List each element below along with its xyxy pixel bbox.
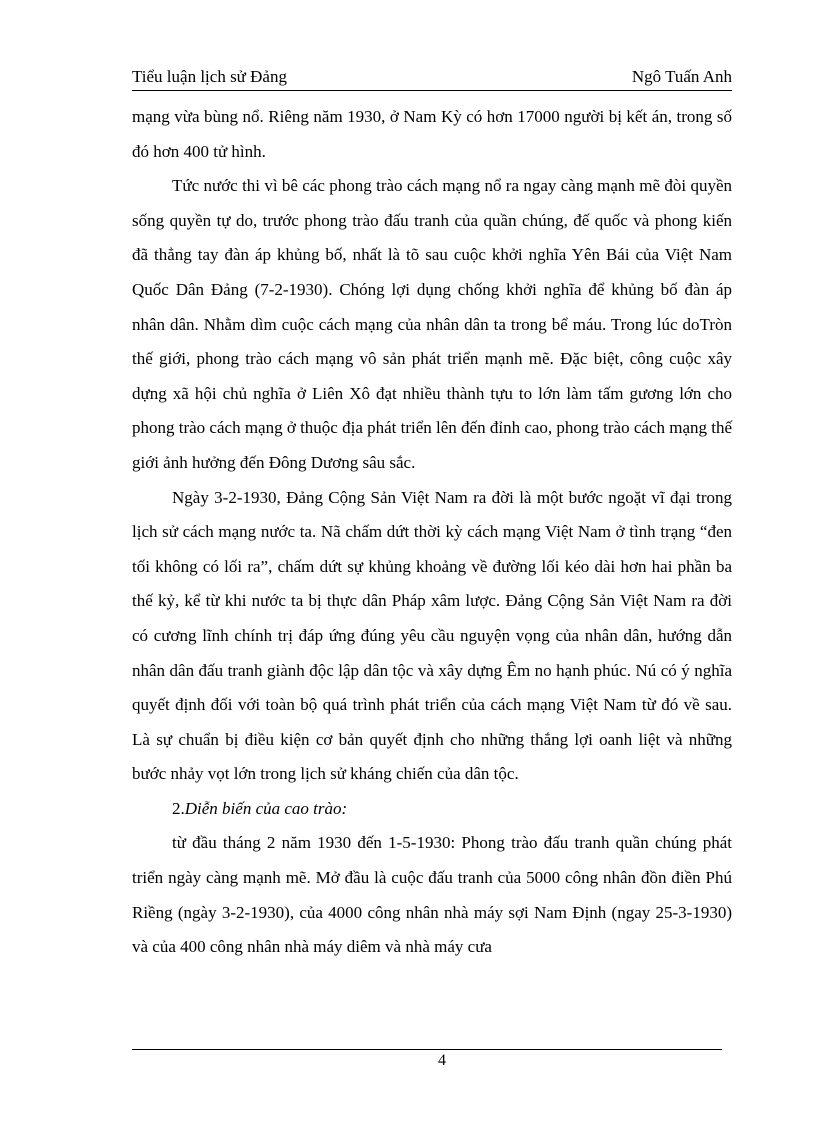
section-number: 2. bbox=[172, 798, 185, 818]
section-heading bbox=[132, 792, 732, 827]
paragraph-party-founding: Ngày 3-2-1930, Đảng Cộng Sản Việt Nam ra đời là một bước ngoặt vĩ đại trong lịch sử cách mạng nước ta. Nã chấm dứt thời kỳ cách mạng Việt Nam ở tình trạng “đen tối không có lối ra”, chấm dứt sự khủng khoảng về đường lối kéo dài hơn hai phần ba thế kỷ, kể từ khi nước ta bị thực dân Pháp xâm lược. Đảng Cộng Sản Việt Nam ra đời có cương lĩnh chính trị đáp ứng đúng yêu cầu nguyện vọng của nhân dân, hướng dẫn nhân dân đấu tranh giành độc lập dân tộc và xây dựng Êm no hạnh phúc. Nú có ý nghĩa quyết định đối với toàn bộ quá trình phát triển của cách mạng Việt Nam từ đó về sau. Là sự chuẩn bị điều kiện cơ bản quyết định cho những thắng lợi oanh liệt và những bước nhảy vọt lớn trong lịch sử kháng chiến của dân tộc. bbox=[132, 487, 732, 784]
header-document-title: Tiểu luận lịch sử Đảng bbox=[132, 67, 287, 86]
page-header bbox=[132, 64, 732, 90]
header-author: Ngô Tuấn Anh bbox=[631, 67, 732, 86]
page-number: 4 bbox=[438, 1052, 446, 1069]
footer-divider bbox=[132, 1049, 722, 1050]
header-divider bbox=[132, 90, 732, 91]
document-body bbox=[132, 100, 732, 965]
section-title: Diễn biến của cao trào: bbox=[184, 798, 348, 818]
paragraph-developments: từ đầu tháng 2 năm 1930 đến 1-5-1930: Phong trào đấu tranh quần chúng phát triển ngày càng mạnh mẽ. Mở đầu là cuộc đấu tranh của 5000 công nhân đồn điền Phú Riềng (ngày 3-2-1930), của 4000 công nhân nhà máy sợi Nam Định (ngay 25-3-1930) và của 400 công nhân nhà máy diêm và nhà máy cưa bbox=[132, 833, 732, 957]
paragraph-background: Tức nước thi vì bê các phong trào cách mạng nổ ra ngay càng mạnh mẽ đòi quyền sống quyền tự do, trước phong trào đấu tranh của quần chúng, đế quốc và phong kiến đã thẳng tay đàn áp khủng bố, nhất là tõ sau cuộc khởi nghĩa Yên Bái của Việt Nam Quốc Dân Đảng (7-2-1930). Chóng lợi dụng chống khởi nghĩa để khủng bố đàn áp nhân dân. Nhằm dìm cuộc cách mạng của nhân dân ta trong bể máu. Trong lúc doTròn thế giới, phong trào cách mạng vô sản phát triển mạnh mẽ. Đặc biệt, công cuộc xây dựng xã hội chủ nghĩa ở Liên Xô đạt nhiều thành tựu to lớn làm tấm gương lớn cho phong trào cách mạng ở thuộc địa phát triển lên đến đỉnh cao, phong trào cách mạng thế giới ảnh hưởng đến Đông Dương sâu sắc. bbox=[132, 176, 733, 472]
paragraph-continuation: mạng vừa bùng nổ. Riêng năm 1930, ở Nam Kỳ có hơn 17000 người bị kết án, trong số đó hơn 400 tử hình. bbox=[132, 107, 732, 161]
